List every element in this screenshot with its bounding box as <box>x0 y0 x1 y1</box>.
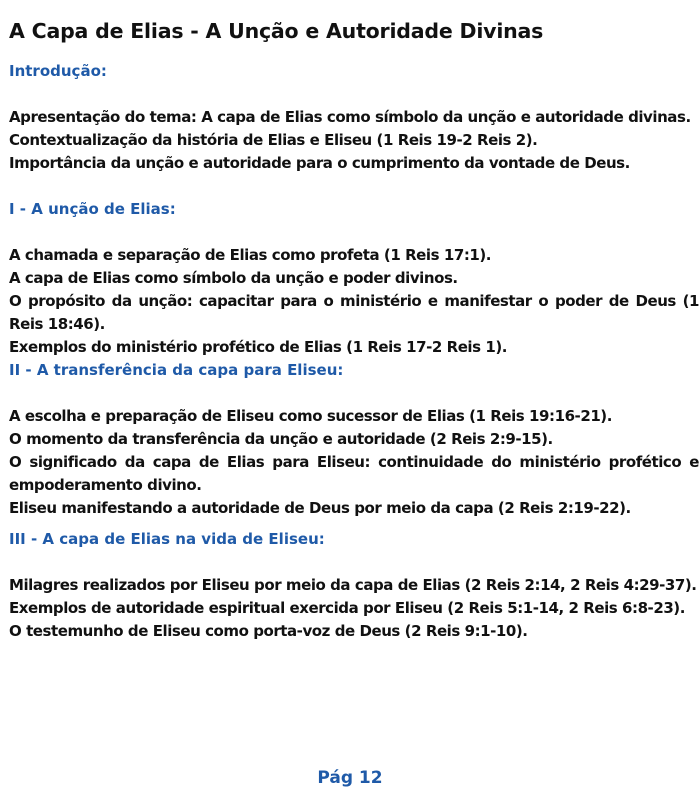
intro-line-3: Importância da unção e autoridade para o cumprimento da vontade de Deus. <box>9 154 630 172</box>
section3-heading: III - A capa de Elias na vida de Eliseu: <box>9 530 325 548</box>
section1-heading: I - A unção de Elias: <box>9 200 176 218</box>
section1-line-1: A chamada e separação de Elias como profeta (1 Reis 17:1). <box>9 246 492 264</box>
section3-line-1: Milagres realizados por Eliseu por meio da capa de Elias (2 Reis 2:14, 2 Reis 4:29-37). <box>9 576 697 594</box>
section2-line-3: O significado da capa de Elias para Eliseu: continuidade do ministério profético e empoderamento divino. <box>9 453 699 494</box>
intro-line-1: Apresentação do tema: A capa de Elias como símbolo da unção e autoridade divinas. <box>9 108 691 126</box>
section1-line-4: Exemplos do ministério profético de Elias (1 Reis 17-2 Reis 1). <box>9 338 508 356</box>
section3-line-2: Exemplos de autoridade espiritual exercida por Eliseu (2 Reis 5:1-14, 2 Reis 6:8-23). <box>9 599 685 617</box>
section1-line-3: O propósito da unção: capacitar para o ministério e manifestar o poder de Deus (1 Reis 18:46). <box>9 292 699 333</box>
section2-line-2: O momento da transferência da unção e autoridade (2 Reis 2:9-15). <box>9 430 553 448</box>
intro-line-2: Contextualização da história de Elias e Eliseu (1 Reis 19-2 Reis 2). <box>9 131 538 149</box>
section3-line-3: O testemunho de Eliseu como porta-voz de Deus (2 Reis 9:1-10). <box>9 622 528 640</box>
document-page <box>9 16 699 643</box>
page-number: Pág 12 <box>317 768 383 788</box>
section1-line-2: A capa de Elias como símbolo da unção e poder divinos. <box>9 269 458 287</box>
intro-heading: Introdução: <box>9 62 107 80</box>
section2-line-1: A escolha e preparação de Eliseu como sucessor de Elias (1 Reis 19:16-21). <box>9 407 612 425</box>
section2-line-4: Eliseu manifestando a autoridade de Deus por meio da capa (2 Reis 2:19-22). <box>9 499 631 517</box>
section2-heading: II - A transferência da capa para Eliseu: <box>9 361 344 379</box>
page-title: A Capa de Elias - A Unção e Autoridade Divinas <box>9 19 544 43</box>
